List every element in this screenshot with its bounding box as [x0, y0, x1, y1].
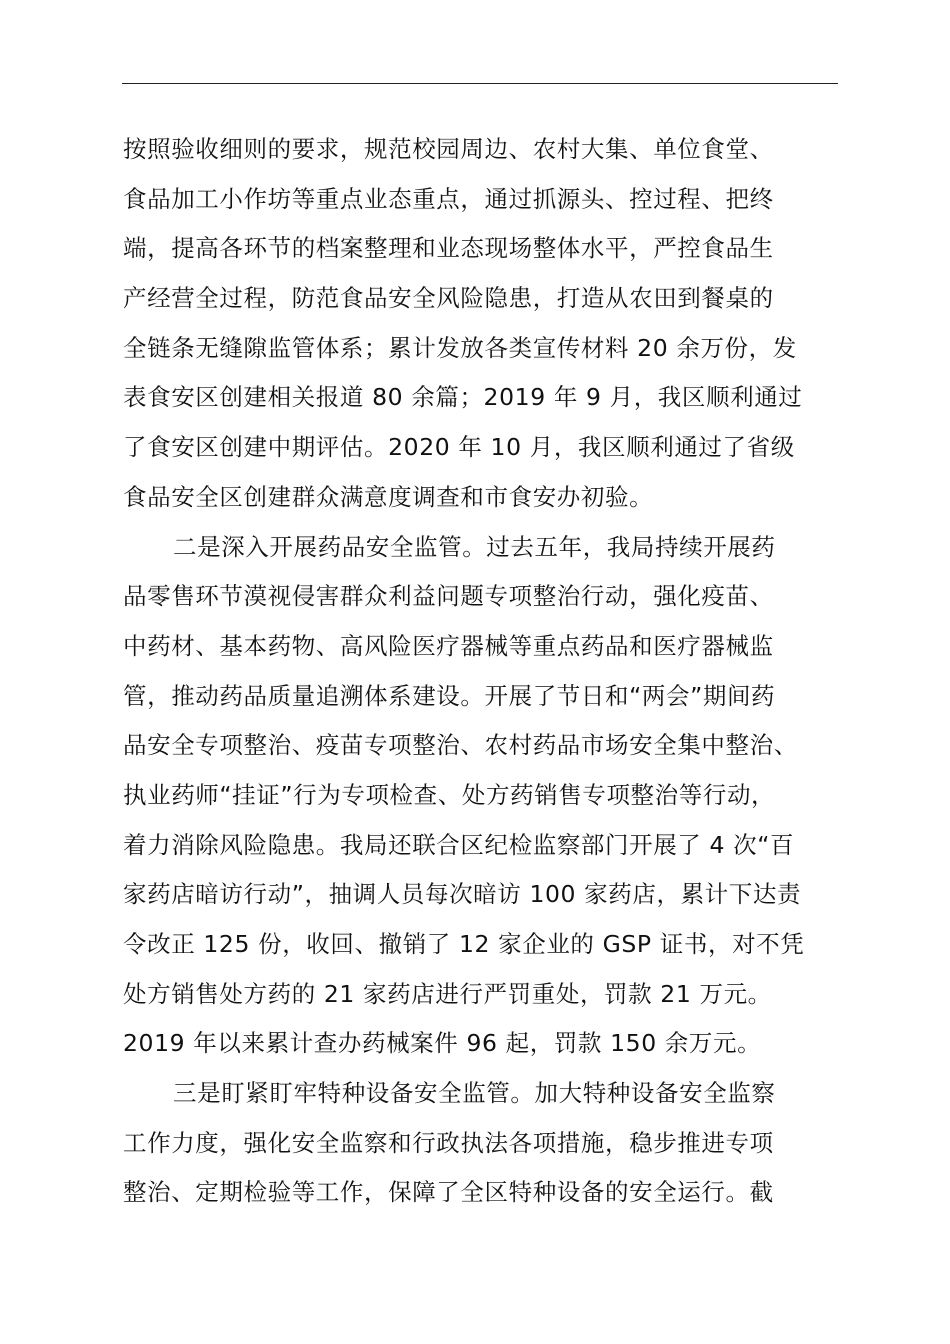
- text-line: 按照验收细则的要求，规范校园周边、农村大集、单位食堂、: [123, 135, 774, 163]
- header-rule: [122, 83, 838, 84]
- text-line: 家药店暗访行动”，抽调人员每次暗访 100 家药店，累计下达责: [123, 880, 802, 909]
- paragraph-start-line: 二是深入开展药品安全监管。过去五年，我局持续开展药: [173, 532, 776, 561]
- text-line: 全链条无缝隙监管体系；累计发放各类宣传材料 20 余万份，发: [123, 333, 797, 362]
- text-line: 中药材、基本药物、高风险医疗器械等重点药品和医疗器械监: [123, 631, 774, 660]
- text-line: 端，提高各环节的档案整理和业态现场整体水平，严控食品生: [123, 234, 774, 263]
- text-line: 管，推动药品质量追溯体系建设。开展了节日和“两会”期间药: [123, 681, 776, 710]
- text-line: 了食安区创建中期评估。2020 年 10 月，我区顺利通过了省级: [123, 433, 795, 462]
- paragraph-start-line: 三是盯紧盯牢特种设备安全监管。加大特种设备安全监察: [173, 1079, 776, 1108]
- text-line: 食品加工小作坊等重点业态重点，通过抓源头、控过程、把终: [123, 184, 774, 213]
- text-line: 食品安全区创建群众满意度调查和市食安办初验。: [123, 482, 654, 511]
- text-line: 执业药师“挂证”行为专项检查、处方药销售专项整治等行动，: [123, 780, 776, 809]
- text-line: 2019 年以来累计查办药械案件 96 起，罚款 150 余万元。: [123, 1029, 762, 1058]
- text-line: 整治、定期检验等工作，保障了全区特种设备的安全运行。截: [123, 1178, 774, 1207]
- text-line: 工作力度，强化安全监察和行政执法各项措施，稳步推进专项: [123, 1128, 774, 1157]
- text-line: 表食安区创建相关报道 80 余篇；2019 年 9 月，我区顺利通过: [123, 383, 803, 412]
- text-line: 品安全专项整治、疫苗专项整治、农村药品市场安全集中整治、: [123, 731, 798, 760]
- text-line: 产经营全过程，防范食品安全风险隐患，打造从农田到餐桌的: [123, 284, 774, 313]
- document-body: [123, 125, 839, 1218]
- text-line: 令改正 125 份，收回、撤销了 12 家企业的 GSP 证书，对不凭: [123, 930, 805, 958]
- text-line: 着力消除风险隐患。我局还联合区纪检监察部门开展了 4 次“百: [123, 830, 795, 859]
- text-line: 品零售环节漠视侵害群众利益问题专项整治行动，强化疫苗、: [123, 582, 774, 611]
- text-line: 处方销售处方药的 21 家药店进行严罚重处，罚款 21 万元。: [123, 979, 772, 1008]
